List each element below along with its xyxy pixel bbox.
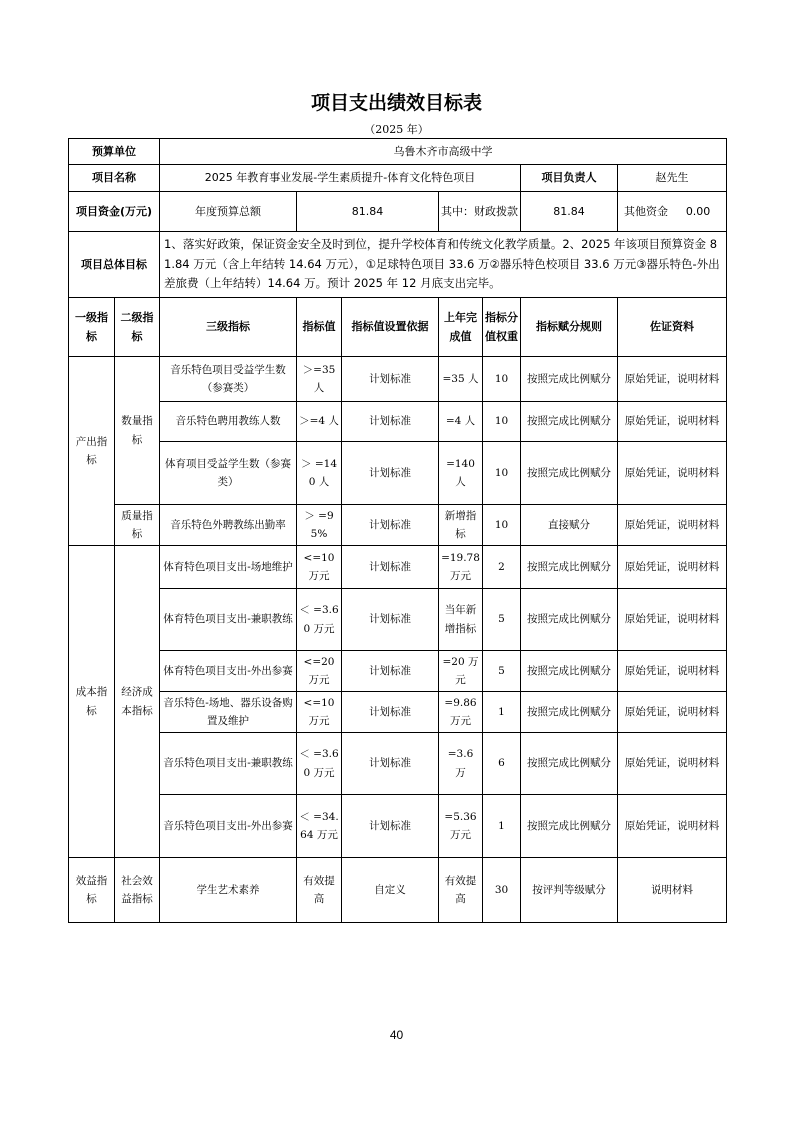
budget-unit-value: 乌鲁木齐市高级中学 <box>160 139 727 165</box>
indicator-row <box>69 795 727 858</box>
indicator-weight: 1 <box>483 795 521 858</box>
header-cell: 指标值设置依据 <box>342 298 439 357</box>
level2-indicator: 经济成本指标 <box>115 546 160 858</box>
project-name-label: 项目名称 <box>69 165 160 192</box>
evidence: 原始凭证，说明材料 <box>618 651 727 692</box>
overall-goal-label: 项目总体目标 <box>69 232 160 298</box>
level3-indicator: 音乐特色项目受益学生数（参赛类） <box>160 357 297 402</box>
overall-goal-text: 1、落实好政策，保证资金安全及时到位，提升学校体育和传统文化教学质量。2、2025 年该项目预算资金 81.84 万元（含上年结转 14.64 万元），①足球特色项目 33.6 万②器乐特色校项目 33.6 万元③器乐特色-外出差旅费（上年结转）14.64 万。预计 2025 年 12 月底支出完毕。 <box>160 232 727 298</box>
level3-indicator: 体育项目受益学生数（参赛类） <box>160 442 297 505</box>
level3-indicator: 音乐特色外聘教练出勤率 <box>160 505 297 546</box>
indicator-row <box>69 692 727 733</box>
indicator-header-row <box>69 298 727 357</box>
value-basis: 计划标准 <box>342 692 439 733</box>
indicator-weight: 10 <box>483 357 521 402</box>
level1-indicator: 成本指标 <box>69 546 115 858</box>
evidence: 原始凭证，说明材料 <box>618 357 727 402</box>
indicator-row <box>69 733 727 795</box>
indicator-value: <=20 万元 <box>297 651 342 692</box>
value-basis: 计划标准 <box>342 733 439 795</box>
indicator-weight: 2 <box>483 546 521 589</box>
header-cell: 上年完成值 <box>439 298 483 357</box>
fiscal-funds-value: 81.84 <box>521 192 618 232</box>
value-basis: 计划标准 <box>342 442 439 505</box>
evidence: 原始凭证，说明材料 <box>618 546 727 589</box>
level3-indicator: 音乐特色项目支出-外出参赛 <box>160 795 297 858</box>
scoring-rule: 按照完成比例赋分 <box>521 357 618 402</box>
evidence: 原始凭证，说明材料 <box>618 442 727 505</box>
project-owner-label: 项目负责人 <box>521 165 618 192</box>
indicator-row <box>69 505 727 546</box>
other-funds-label: 其他资金 <box>624 204 669 218</box>
indicator-value: ＞ =140 人 <box>297 442 342 505</box>
value-basis: 计划标准 <box>342 651 439 692</box>
evidence: 原始凭证，说明材料 <box>618 733 727 795</box>
value-basis: 计划标准 <box>342 795 439 858</box>
indicator-value: 有效提高 <box>297 858 342 923</box>
prev-year-value: =9.86 万元 <box>439 692 483 733</box>
level3-indicator: 音乐特色项目支出-兼职教练 <box>160 733 297 795</box>
header-cell: 一级指标 <box>69 298 115 357</box>
scoring-rule: 按评判等级赋分 <box>521 858 618 923</box>
header-cell: 指标分值权重 <box>483 298 521 357</box>
prev-year-value: 有效提高 <box>439 858 483 923</box>
fiscal-funds-label: 其中：财政拨款 <box>439 192 521 232</box>
annual-budget-label: 年度预算总额 <box>160 192 297 232</box>
indicator-value: ＜ =3.60 万元 <box>297 733 342 795</box>
project-name-value: 2025 年教育事业发展-学生素质提升-体育文化特色项目 <box>160 165 521 192</box>
indicator-value: ＞ =95% <box>297 505 342 546</box>
prev-year-value: =140 人 <box>439 442 483 505</box>
indicator-value: ＞=35 人 <box>297 357 342 402</box>
prev-year-value: =20 万元 <box>439 651 483 692</box>
indicator-weight: 10 <box>483 505 521 546</box>
prev-year-value: =4 人 <box>439 402 483 442</box>
prev-year-value: =19.78 万元 <box>439 546 483 589</box>
indicator-weight: 10 <box>483 442 521 505</box>
header-cell: 二级指标 <box>115 298 160 357</box>
indicator-value: ＞=4 人 <box>297 402 342 442</box>
value-basis: 计划标准 <box>342 505 439 546</box>
header-cell: 佐证资料 <box>618 298 727 357</box>
scoring-rule: 按照完成比例赋分 <box>521 546 618 589</box>
indicator-value: ＜ =34.64 万元 <box>297 795 342 858</box>
performance-table <box>68 138 727 923</box>
header-cell: 三级指标 <box>160 298 297 357</box>
level3-indicator: 体育特色项目支出-场地维护 <box>160 546 297 589</box>
value-basis: 计划标准 <box>342 402 439 442</box>
scoring-rule: 按照完成比例赋分 <box>521 651 618 692</box>
scoring-rule: 按照完成比例赋分 <box>521 795 618 858</box>
page-number: 40 <box>389 1028 404 1042</box>
scoring-rule: 按照完成比例赋分 <box>521 589 618 651</box>
scoring-rule: 按照完成比例赋分 <box>521 692 618 733</box>
indicator-value: <=10 万元 <box>297 692 342 733</box>
project-owner-value: 赵先生 <box>618 165 727 192</box>
level2-indicator: 质量指标 <box>115 505 160 546</box>
level2-indicator: 数量指标 <box>115 357 160 505</box>
header-cell: 指标赋分规则 <box>521 298 618 357</box>
evidence: 原始凭证，说明材料 <box>618 589 727 651</box>
level3-indicator: 体育特色项目支出-兼职教练 <box>160 589 297 651</box>
indicator-weight: 1 <box>483 692 521 733</box>
year-label: （2025 年） <box>364 123 429 136</box>
level3-indicator: 学生艺术素养 <box>160 858 297 923</box>
indicator-row <box>69 546 727 589</box>
level1-indicator: 效益指标 <box>69 858 115 923</box>
indicator-weight: 5 <box>483 589 521 651</box>
indicator-weight: 30 <box>483 858 521 923</box>
indicator-row <box>69 589 727 651</box>
evidence: 说明材料 <box>618 858 727 923</box>
level2-indicator: 社会效益指标 <box>115 858 160 923</box>
scoring-rule: 按照完成比例赋分 <box>521 442 618 505</box>
indicator-row <box>69 402 727 442</box>
level3-indicator: 音乐特色-场地、器乐设备购置及维护 <box>160 692 297 733</box>
indicator-weight: 10 <box>483 402 521 442</box>
value-basis: 计划标准 <box>342 357 439 402</box>
annual-budget-value: 81.84 <box>297 192 439 232</box>
evidence: 原始凭证，说明材料 <box>618 402 727 442</box>
level1-indicator: 产出指标 <box>69 357 115 546</box>
value-basis: 自定义 <box>342 858 439 923</box>
other-funds-cell <box>618 192 727 232</box>
budget-unit-label: 预算单位 <box>69 139 160 165</box>
scoring-rule: 按照完成比例赋分 <box>521 402 618 442</box>
prev-year-value: 当年新增指标 <box>439 589 483 651</box>
level3-indicator: 音乐特色聘用教练人数 <box>160 402 297 442</box>
value-basis: 计划标准 <box>342 589 439 651</box>
prev-year-value: =3.6 万 <box>439 733 483 795</box>
prev-year-value: =5.36 万元 <box>439 795 483 858</box>
prev-year-value: 新增指标 <box>439 505 483 546</box>
evidence: 原始凭证，说明材料 <box>618 505 727 546</box>
value-basis: 计划标准 <box>342 546 439 589</box>
indicator-value: <=10 万元 <box>297 546 342 589</box>
other-funds-value: 0.00 <box>685 204 711 218</box>
evidence: 原始凭证，说明材料 <box>618 692 727 733</box>
header-cell: 指标值 <box>297 298 342 357</box>
indicator-weight: 6 <box>483 733 521 795</box>
level3-indicator: 体育特色项目支出-外出参赛 <box>160 651 297 692</box>
project-funds-label: 项目资金(万元) <box>69 192 160 232</box>
evidence: 原始凭证，说明材料 <box>618 795 727 858</box>
indicator-value: ＜ =3.60 万元 <box>297 589 342 651</box>
indicator-weight: 5 <box>483 651 521 692</box>
indicator-row <box>69 651 727 692</box>
page-title: 项目支出绩效目标表 <box>310 92 482 114</box>
indicator-row <box>69 357 727 402</box>
prev-year-value: =35 人 <box>439 357 483 402</box>
scoring-rule: 按照完成比例赋分 <box>521 733 618 795</box>
indicator-row <box>69 858 727 923</box>
scoring-rule: 直接赋分 <box>521 505 618 546</box>
indicator-row <box>69 442 727 505</box>
